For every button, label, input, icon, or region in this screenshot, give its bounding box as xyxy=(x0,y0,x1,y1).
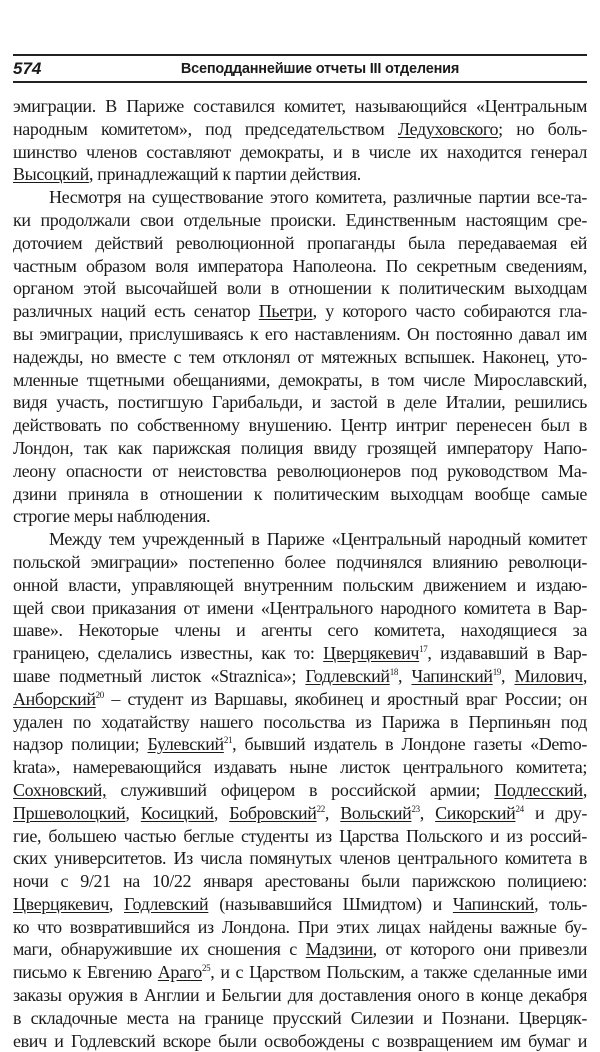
text-line xyxy=(13,369,587,392)
text-run: надзор полиции; xyxy=(13,734,148,755)
text-line xyxy=(13,574,587,597)
text-run: , издававший в Вар- xyxy=(427,643,587,664)
text-run: щей свои приказания от имени «Центрального народного комитета в Вар- xyxy=(13,597,587,618)
text-run: , бывший издатель в Лондоне газеты «Demo- xyxy=(232,734,587,755)
underlined-name: Булевский xyxy=(147,734,224,755)
text-run: , xyxy=(419,802,436,823)
text-line xyxy=(13,984,587,1007)
text-run: , толь- xyxy=(534,893,587,914)
text-line xyxy=(13,619,587,642)
text-run: Между тем учрежденный в Париже «Центральный народный комитет xyxy=(49,529,587,550)
underlined-name: Вольский xyxy=(340,802,412,823)
text-line xyxy=(13,232,587,255)
text-run: служивший офицером в российской армии; xyxy=(106,779,495,800)
underlined-name: Пршеволоцкий xyxy=(13,802,126,823)
text-run: евич и Годлевский вскоре были освобождены с возвращением им бумаг и xyxy=(13,1030,587,1051)
underlined-name: Цверцякевич xyxy=(13,893,109,914)
text-run: Лондон, так как парижская полиция ввиду грозящей императору Напо- xyxy=(13,437,587,458)
underlined-name: Косицкий xyxy=(140,802,214,823)
text-run: , у которого часто собираются гла- xyxy=(312,301,588,322)
text-run: заказы оружия в Англии и Бельгии для доставления оного в конце декабря xyxy=(13,985,587,1006)
text-run: ; но боль- xyxy=(498,118,587,139)
text-line xyxy=(13,505,587,528)
body-text xyxy=(13,95,587,1052)
text-run: частным образом воля императора Наполеона. По секретным сведениям, xyxy=(13,255,587,276)
text-run: шаве подметный листок «Straznica»; xyxy=(13,665,306,686)
text-run: органом этой высочайшей воли в отношении к политическим выходцам xyxy=(13,278,587,299)
text-run: шаве». Некоторые члены и агенты сего комитета, находящиеся за xyxy=(13,620,587,641)
footnote-ref: 18 xyxy=(389,666,399,677)
text-run: различных наций есть сенатор xyxy=(13,301,259,322)
underlined-name: Сохновский, xyxy=(13,779,107,800)
text-line xyxy=(13,141,587,164)
footnote-ref: 21 xyxy=(223,735,233,746)
text-line xyxy=(13,756,587,779)
text-run: вы эмиграции, прислушиваясь к его наставлениям. Он постоянно давал им xyxy=(13,323,587,344)
text-run: ки продолжали свои отдельные происки. Единственным настоящим сре- xyxy=(13,209,587,230)
underlined-name: Араго xyxy=(157,962,202,983)
text-line xyxy=(13,186,587,209)
text-line xyxy=(13,209,587,232)
text-run: видя участь, постигшую Гарибальди, и застой в деле Италии, решились xyxy=(13,392,587,413)
footnote-ref: 19 xyxy=(492,666,502,677)
text-run: , от которого они привезли xyxy=(372,939,588,960)
underlined-name: Подлесский xyxy=(494,779,583,800)
text-run: , и с Царством Польским, а также сделанные ими xyxy=(210,962,587,983)
text-run: эмиграции. В Париже составился комитет, называющийся «Центральным xyxy=(13,96,587,116)
text-line xyxy=(13,1007,587,1030)
text-run: , xyxy=(324,802,341,823)
text-run: доточием действий революционной пропаганды была передаваемая ей xyxy=(13,232,587,253)
text-run: онной власти, управляющей внутренним польским движением и издаю- xyxy=(13,574,587,595)
text-line xyxy=(13,802,587,825)
underlined-name: Мадзини xyxy=(305,939,373,960)
text-run: мленные тщетными обещаниями, демократы, в том числе Мирославский, xyxy=(13,369,587,390)
footnote-ref: 20 xyxy=(95,689,104,700)
text-line xyxy=(13,779,587,802)
text-line xyxy=(13,437,587,460)
text-line xyxy=(13,642,587,665)
header-bottom-rule xyxy=(13,81,587,83)
text-line xyxy=(13,255,587,278)
text-line xyxy=(13,95,587,118)
text-run: ских университетов. Из числа помянутых членов центрального комитета в xyxy=(13,848,587,869)
text-line xyxy=(13,665,587,688)
running-head xyxy=(13,58,587,80)
text-line xyxy=(13,118,587,141)
underlined-name: Чапинский xyxy=(452,893,535,914)
text-line xyxy=(13,870,587,893)
text-line xyxy=(13,346,587,369)
underlined-name: Бобровский xyxy=(229,802,317,823)
underlined-name: Сикорский xyxy=(435,802,516,823)
text-run: маги, обнаружившие их сношения с xyxy=(13,939,306,960)
text-line xyxy=(13,961,587,984)
text-run: ночи с 9/21 на 10/22 января арестованы были парижскою полициею: xyxy=(13,871,587,892)
text-run: дзини приняла в отношении к политическим выходцам вообще самые xyxy=(13,483,587,504)
text-run: границею, сделались известны, как то: xyxy=(13,643,324,664)
text-run: , xyxy=(501,665,515,686)
text-run: шинство членов составляют демократы, и в числе их находится генерал xyxy=(13,141,587,162)
text-line xyxy=(13,916,587,939)
footnote-ref: 22 xyxy=(316,803,325,814)
text-line xyxy=(13,893,587,916)
text-line xyxy=(13,825,587,848)
text-line xyxy=(13,597,587,620)
text-run: , xyxy=(398,665,412,686)
page-number: 574 xyxy=(13,59,42,78)
text-run: письмо к Евгению xyxy=(13,962,158,983)
underlined-name: Годлевский xyxy=(123,893,209,914)
text-line xyxy=(13,163,587,186)
text-run: , xyxy=(125,802,141,823)
underlined-name: Ледуховского xyxy=(397,118,499,139)
text-line xyxy=(13,528,587,551)
underlined-name: Пьетри xyxy=(258,301,313,322)
text-run: и дру- xyxy=(523,802,587,823)
text-line xyxy=(13,460,587,483)
underlined-name: Цверцякевич xyxy=(323,643,420,664)
text-run: , xyxy=(582,779,587,800)
text-run: (называвшийся Шмидтом) и xyxy=(208,893,453,914)
footnote-ref: 25 xyxy=(201,963,211,974)
text-line xyxy=(13,277,587,300)
text-line xyxy=(13,711,587,734)
text-run: строгие меры наблюдения. xyxy=(13,506,211,527)
text-line xyxy=(13,551,587,574)
underlined-name: Годлевский xyxy=(305,665,390,686)
text-line xyxy=(13,414,587,437)
footnote-ref: 17 xyxy=(419,644,428,655)
text-line xyxy=(13,688,587,711)
text-line xyxy=(13,733,587,756)
text-run: ко что возвратившийся из Лондона. При этих лицах найдены важные бу- xyxy=(13,916,587,937)
text-line xyxy=(13,483,587,506)
text-run: гие, большею частью беглые студенты из Царства Польского и из россий- xyxy=(13,825,587,846)
text-run: krata», намеревающийся издавать ныне листок центрального комитета; xyxy=(13,757,587,778)
text-line xyxy=(13,938,587,961)
text-run: польской эмиграции» постепенно более подчинялся влиянию революци- xyxy=(13,551,587,572)
text-run: действовать по собственному внушению. Центр интриг перенесен был в xyxy=(13,415,587,436)
text-run: , xyxy=(213,802,230,823)
text-run: , xyxy=(582,665,587,686)
text-run: народным комитетом», под председательством xyxy=(13,118,398,139)
underlined-name: Высоцкий xyxy=(13,164,89,185)
text-run: удален по ходатайству нашего посольства из Парижа в Перпиньян под xyxy=(13,711,587,732)
header-top-rule xyxy=(13,54,587,56)
text-line xyxy=(13,323,587,346)
text-line xyxy=(13,391,587,414)
underlined-name: Анборский xyxy=(13,688,96,709)
footnote-ref: 24 xyxy=(515,803,524,814)
text-run: , xyxy=(108,893,124,914)
running-title: Всеподданнейшие отчеты III отделения xyxy=(180,61,460,77)
text-line xyxy=(13,847,587,870)
text-run: надежды, но вместе с тем отклонял от мятежных вспышек. Наконец, уто- xyxy=(13,346,587,367)
text-run: в складочные места на границе прусский Силезии и Познани. Цверцяк- xyxy=(13,1007,587,1028)
text-line xyxy=(13,1030,587,1052)
underlined-name: Милович xyxy=(514,665,583,686)
text-run: леону опасности от неистовства революционеров под руководством Ма- xyxy=(13,460,587,481)
text-run: – студент из Варшавы, якобинец и яростный враг России; он xyxy=(103,688,587,709)
text-run: , принадлежащий к партии действия. xyxy=(88,164,361,185)
underlined-name: Чапинский xyxy=(411,665,493,686)
footnote-ref: 23 xyxy=(411,803,420,814)
text-line xyxy=(13,300,587,323)
text-run: Несмотря на существование этого комитета, различные партии все-та- xyxy=(49,187,587,208)
